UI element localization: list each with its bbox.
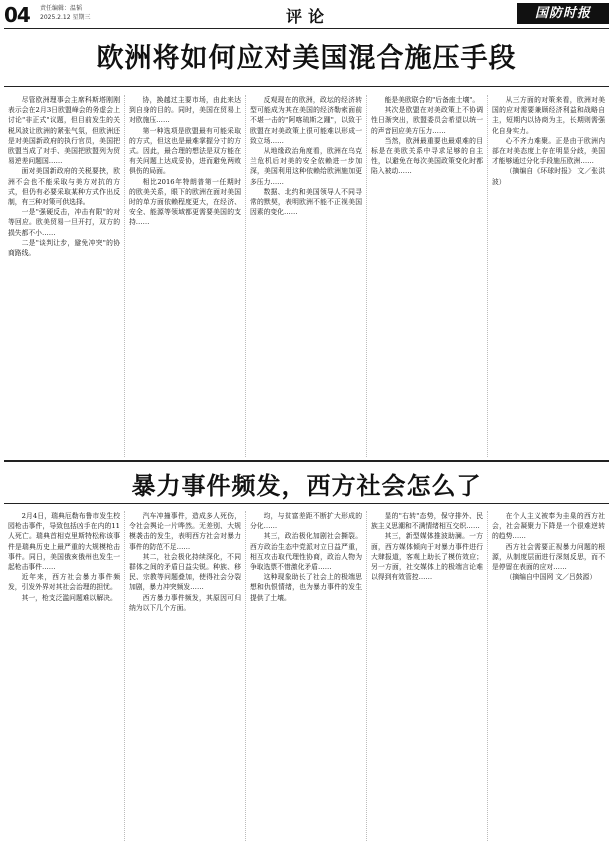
paragraph: 数据、北约和美国领导人不同寻常的默契，表明欧洲不能不正视美国因素的变化…… <box>250 187 362 217</box>
paragraph: 面对美国新政府的关税要挟，欧洲不会也不能采取与美方对抗的方式，但仍有必要采取某种方式作出反制，有三种对策可供选择。 <box>8 167 120 207</box>
paragraph: 近年来，西方社会暴力事件频发，引发外界对其社会治理的担忧。 <box>8 573 120 592</box>
paragraph: 当然，欧洲最重要也最艰难的目标是在美欧关系中寻求足够的自主性，以避免在每次美国政策变化时都陷入被动…… <box>371 136 483 176</box>
article1-column <box>367 95 488 457</box>
paragraph: 汽车冲撞事件，造成多人死伤，令社会舆论一片哗然。无差别、大规模袭击的发生，表明西方社会对暴力事件的防范不足…… <box>129 512 241 551</box>
paragraph: 反观现在的欧洲，政坛的经济转型可能成为其在美国的经济勒索面前不堪一击的"阿喀琉斯之踵"，以致于欧盟在对美政策上很可能难以形成一致立场…… <box>250 96 362 145</box>
article1-title: 欧洲将如何应对美国混合施压手段 <box>96 43 517 74</box>
paragraph: 二是"谈判让步，避免冲突"的协商路线。 <box>8 238 120 258</box>
article1-column <box>246 95 367 457</box>
section-title: 评论 <box>285 7 330 26</box>
header-rule <box>4 28 609 29</box>
paragraph: （摘编自《环球时报》 文／张洪波） <box>492 167 605 186</box>
article1-body <box>4 95 609 457</box>
paragraph: 显的"右转"态势，保守排外、民族主义思潮和不满情绪相互交织…… <box>371 512 483 531</box>
paragraph: 协，换越过主要市场，由此来达到自身的目的。同时，美国在贸易上对欧施压…… <box>129 96 241 125</box>
article2-title: 暴力事件频发，西方社会怎么了 <box>131 472 482 500</box>
editor-line: 责任编辑：温韬 <box>40 5 83 12</box>
article2-column <box>488 511 609 841</box>
article-divider <box>4 460 609 462</box>
paragraph: 2月4日，瑞典厄勒布鲁市发生校园枪击事件，导致包括凶手在内的11人死亡。瑞典首相克里斯特松称该事件是瑞典历史上最严重的大规模枪击事件。同日，美国俄亥俄州也发生一起枪击事件…… <box>8 512 120 572</box>
page-number: 04 <box>4 3 30 27</box>
page-header <box>0 0 613 30</box>
paragraph: 西方暴力事件频发，其原因可归纳为以下几个方面。 <box>129 593 241 612</box>
paragraph: 其二，社会极化持续深化，不同群体之间的矛盾日益尖锐。种族、移民、宗教等问题叠加，使得社会分裂加剧，暴力冲突频发…… <box>129 552 241 592</box>
paragraph: 尽管欧洲理事会主席科斯塔刚刚表示会在2月3日欧盟峰会的务虚会上讨论"非正式"议题，但目前发生的关税风波让欧洲的紧张气氛，但欧洲还是对美国新政府的执行官员，美国把欧盟当成了对手、美国把欧盟列为贸易逆差问题国…… <box>8 96 120 166</box>
article2-column <box>367 511 488 841</box>
article2-body <box>4 511 609 841</box>
article1-column <box>488 95 609 457</box>
article1-column <box>125 95 246 457</box>
newspaper-logo: 国防时报 <box>517 3 609 24</box>
paragraph: 一是"强硬反击，冲击有限"的对等回应。欧美贸易一旦开打，双方的损失都不小…… <box>8 208 120 237</box>
paragraph: 其次是欧盟在对美政策上不协调性日渐突出，欧盟委员会希望以统一的声音回应美方压力…… <box>371 106 483 135</box>
paragraph: 相比2016年特朗普第一任期时的欧美关系，眼下的欧洲在面对美国时的单方面依赖程度更大，在经济、安全、能源等领域都更需要美国的支持…… <box>129 177 241 227</box>
title2-rule <box>4 503 609 504</box>
paragraph: 均，与贫富差距不断扩大形成的分化…… <box>250 512 362 531</box>
paragraph: 能是美欧联合的"后备座土壤"。 <box>384 96 480 104</box>
paragraph: 这种现象助长了社会上的极端思想和仇恨情绪，也为暴力事件的发生提供了土壤。 <box>250 573 362 602</box>
paragraph: 其三，新型媒体推波助澜。一方面，西方媒体倾向于对暴力事件进行大肆报道，客观上助长了模仿效应；另一方面，社交媒体上的极端言论难以得到有效管控…… <box>371 532 483 582</box>
article2-column <box>246 511 367 841</box>
paragraph: 心不齐力难聚。正是由于欧洲内部在对美态度上存在明显分歧，美国才能够通过分化手段施压欧洲…… <box>492 136 605 166</box>
paragraph: 第一种选项是欧盟最有可能采取的方式，但这也是最难掌握分寸的方式。因此，最合理的想法是双方能在有关问题上达成妥协，进而避免两败俱伤的局面。 <box>129 126 241 176</box>
title1-rule <box>4 86 609 87</box>
paragraph: 在个人主义被奉为圭臬的西方社会，社会凝聚力下降是一个很难逆转的趋势…… <box>492 512 605 541</box>
paragraph: （摘编自中国网 文／吕鼓源） <box>505 573 597 582</box>
article1-column <box>4 95 125 457</box>
paragraph: 从地缘政治角度看，欧洲在乌克兰危机后对美的安全依赖进一步加深，美国利用这种依赖给欧洲施加更多压力…… <box>250 147 362 186</box>
date-line: 2025.2.12 星期三 <box>40 14 91 21</box>
article2-column <box>125 511 246 841</box>
paragraph: 从三方面的对策来看，欧洲对美国的应对需要兼顾经济利益和战略自主，短期内以协商为主，长期则需强化自身实力。 <box>492 96 605 135</box>
paragraph: 西方社会需要正视暴力问题的根源，从制度层面进行深刻反思，而不是停留在表面的应对…… <box>492 542 605 572</box>
paragraph: 其三，政治极化加剧社会撕裂。西方政治生态中党派对立日益严重，相互攻击取代理性协商，政治人物为争取选票不惜激化矛盾…… <box>250 532 362 572</box>
article2-column <box>4 511 125 841</box>
paragraph: 其一，枪支泛滥问题难以解决。 <box>21 593 117 602</box>
masthead-meta <box>40 4 90 22</box>
